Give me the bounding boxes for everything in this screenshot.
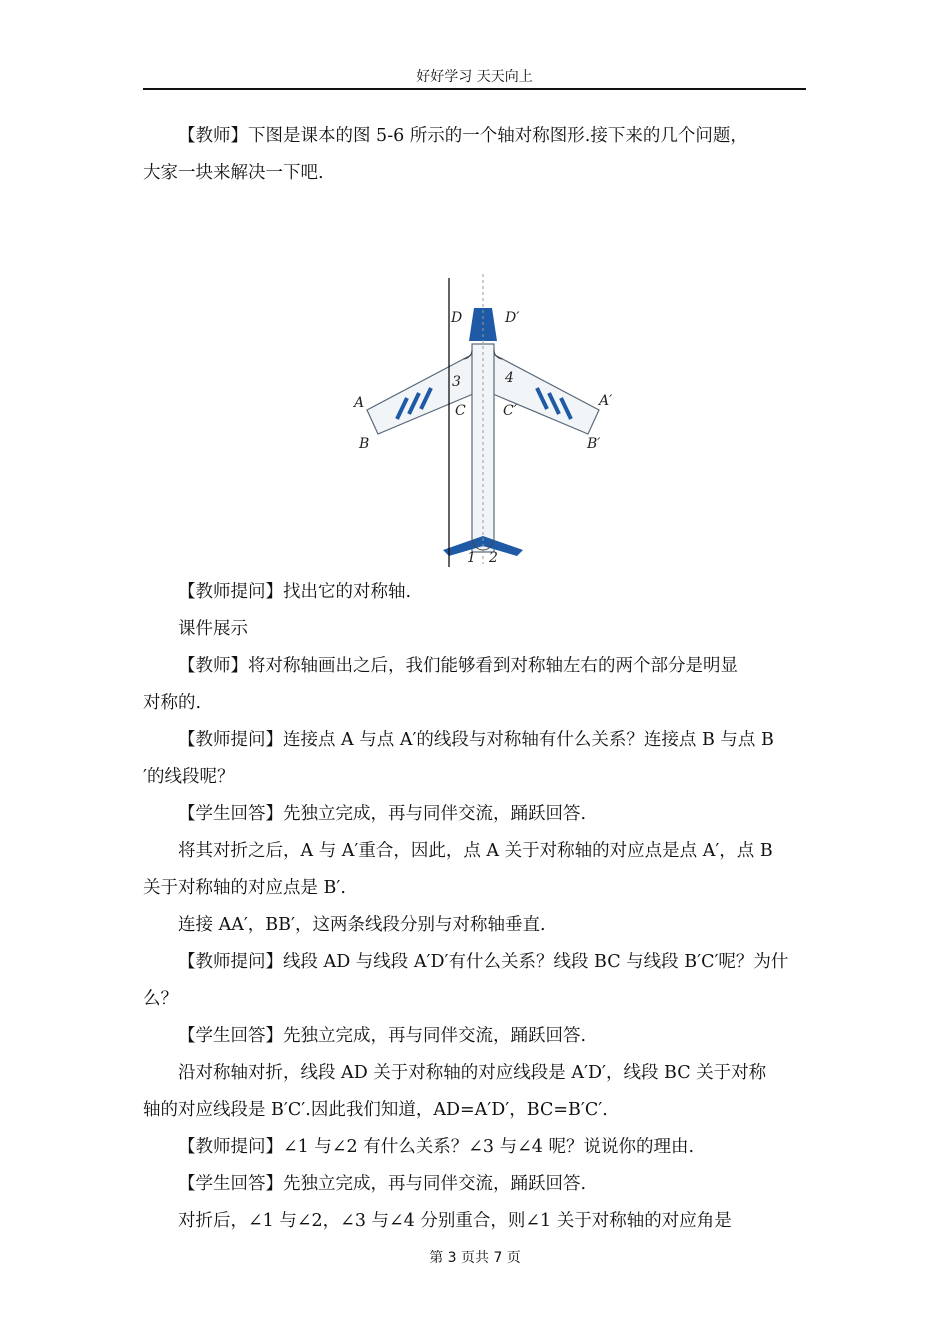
paragraph-line: 【教师提问】连接点 A 与点 A′的线段与对称轴有什么关系？连接点 B 与点 B	[178, 730, 774, 750]
label-angle-3: 3	[452, 374, 461, 390]
paragraph-line: 【教师】将对称轴画出之后，我们能够看到对称轴左右的两个部分是明显	[178, 656, 738, 676]
paragraph-line: 么？	[143, 989, 178, 1009]
paragraph-line: ′的线段呢？	[143, 767, 235, 787]
label-A: A	[354, 395, 365, 411]
label-A-prime: A′	[599, 393, 613, 409]
paragraph-line: 【学生回答】先独立完成，再与同伴交流，踊跃回答.	[178, 1026, 587, 1046]
paragraph-line: 将其对折之后，A 与 A′重合，因此，点 A 关于对称轴的对应点是点 A′，点 B	[178, 841, 773, 861]
paragraph-line: 对称的.	[143, 693, 202, 713]
label-C: C	[455, 403, 466, 419]
airplane-diagram	[339, 232, 613, 566]
label-B-prime: B′	[587, 436, 601, 452]
airplane-figure	[143, 192, 806, 574]
paragraph-line: 连接 AA′，BB′，这两条线段分别与对称轴垂直.	[178, 915, 546, 935]
label-D-prime: D′	[505, 310, 520, 326]
paragraph-line: 【教师提问】线段 AD 与线段 A′D′有什么关系？线段 BC 与线段 B′C′呢？为什	[178, 952, 789, 972]
paragraph-line: 课件展示	[178, 619, 248, 639]
label-D: D	[451, 310, 463, 326]
right-wing	[493, 354, 599, 434]
paragraph-list	[143, 574, 806, 1240]
paragraph-line: 沿对称轴对折，线段 AD 关于对称轴的对应线段是 A′D′，线段 BC 关于对称	[178, 1063, 767, 1083]
document-body	[143, 118, 806, 1240]
label-C-prime: C′	[503, 403, 517, 419]
page-footer: 第 3 页共 7 页	[429, 1250, 521, 1266]
paragraph-line: 轴的对应线段是 B′C′.因此我们知道，AD=A′D′，BC=B′C′.	[143, 1100, 608, 1120]
label-angle-1: 1	[467, 550, 476, 566]
intro-line-2: 大家一块来解决一下吧.	[143, 163, 324, 183]
paragraph-line: 【学生回答】先独立完成，再与同伴交流，踊跃回答.	[178, 804, 587, 824]
label-angle-2: 2	[489, 550, 498, 566]
label-B: B	[359, 436, 370, 452]
paragraph-line: 【教师提问】∠1 与∠2 有什么关系？∠3 与∠4 呢？说说你的理由.	[178, 1137, 695, 1157]
paragraph-line: 对折后，∠1 与∠2，∠3 与∠4 分别重合，则∠1 关于对称轴的对应角是	[178, 1211, 732, 1231]
intro-line-1: 【教师】下图是课本的图 5-6 所示的一个轴对称图形.接下来的几个问题，	[178, 126, 748, 146]
paragraph-line: 【学生回答】先独立完成，再与同伴交流，踊跃回答.	[178, 1174, 587, 1194]
paragraph-line: 【教师提问】找出它的对称轴.	[178, 582, 412, 602]
label-angle-4: 4	[505, 370, 514, 386]
page-header: 好好学习 天天向上	[143, 66, 806, 90]
paragraph-line: 关于对称轴的对应点是 B′.	[143, 878, 346, 898]
